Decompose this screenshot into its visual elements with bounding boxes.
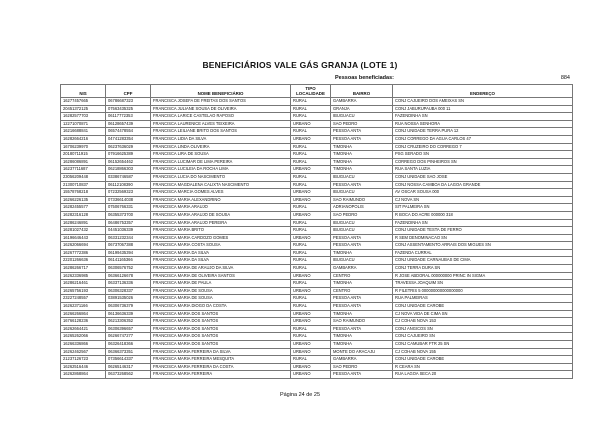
name-cell: FRANCISCA MARIA ARAUJO: [151, 204, 291, 212]
table-header-row: [61, 85, 573, 98]
neighborhood-cell: CENTRO: [331, 272, 393, 280]
neighborhood-cell: GAMBARRA: [331, 356, 393, 364]
address-cell: CONJ ASSENTAMENTO ARRAIS DOS MIGUES SN: [393, 242, 573, 250]
table-row: [61, 105, 573, 113]
cpf-cell: 06306576752: [106, 265, 151, 273]
address-cell: CONJ CAMUBAR FTR 25 SN: [393, 341, 573, 349]
locality-type-cell: URBANO: [291, 234, 331, 242]
address-cell: CJ NOVA SN: [393, 196, 573, 204]
cpf-cell: 06136636339: [106, 310, 151, 318]
name-cell: FRANCISCA LUCIA DO NASCIMENTO: [151, 173, 291, 181]
cpf-cell: 06366126678: [106, 272, 151, 280]
nis-cell: 15578768218: [61, 189, 106, 197]
neighborhood-cell: TIMONHA: [331, 166, 393, 174]
cpf-cell: 06306736379: [106, 303, 151, 311]
locality-type-cell: URBANO: [291, 211, 331, 219]
nis-cell: 23056209448: [61, 173, 106, 181]
name-cell: FRANCISCA MARIA CARDOZO GOMES: [151, 234, 291, 242]
address-cell: CJ NOVA VIDA DE CIMA SN: [393, 310, 573, 318]
locality-type-cell: RURAL: [291, 105, 331, 113]
table-row: [61, 173, 573, 181]
table-row: [61, 257, 573, 265]
cpf-cell: 07563435325: [106, 105, 151, 113]
name-cell: FRANCISCA MARIA DOS SANTOS: [151, 325, 291, 333]
nis-cell: 20180711915: [61, 151, 106, 159]
page-number: Página 24 de 25: [279, 392, 321, 398]
locality-type-cell: URBANO: [291, 272, 331, 280]
table-row: [61, 242, 573, 250]
locality-type-cell: URBANO: [291, 120, 331, 128]
neighborhood-cell: PESSOA ANTA: [331, 181, 393, 189]
nis-cell: 16282664216: [61, 135, 106, 143]
nis-cell: 16262868864: [61, 371, 106, 379]
table-row: [61, 272, 573, 280]
table-row: [61, 158, 573, 166]
column-header-tipo-localidade: TIPO LOCALIDADE: [291, 85, 331, 98]
name-cell: FRANCISCA LUCILEIA DA ROCHA LIMA: [151, 166, 291, 174]
cpf-cell: 06486753357: [106, 219, 151, 227]
locality-type-cell: URBANO: [291, 196, 331, 204]
name-cell: FRANCISCA MARIA FERREIRA DA SILVA: [151, 348, 291, 356]
neighborhood-cell: TIMONHA: [331, 310, 393, 318]
table-row: [61, 166, 573, 174]
address-cell: CONJ CAJUEIRO SN: [393, 333, 573, 341]
nis-cell: 16262462567: [61, 348, 106, 356]
nis-cell: 16286266717: [61, 265, 106, 273]
name-cell: FRANCISCA MARIA DE SOUSA: [151, 295, 291, 303]
neighborhood-cell: SAO PEDRO: [331, 363, 393, 371]
name-cell: FRANCISCA MARIA FERREIRA: [151, 371, 291, 379]
address-cell: CONJ UNIDADE CAROBE: [393, 356, 573, 364]
table-row: [61, 143, 573, 151]
address-cell: CONJ UNIDADE SAO JOSE: [393, 173, 573, 181]
neighborhood-cell: IBUGUACU: [331, 113, 393, 121]
table-row: [61, 120, 573, 128]
name-cell: FRANCISCA LIDIA DA SILVA: [151, 135, 291, 143]
name-cell: FRANCISCA MARIA DIOGO DA COSTA: [151, 303, 291, 311]
cpf-cell: 04741283354: [106, 135, 151, 143]
cpf-cell: 06117772353: [106, 113, 151, 121]
nis-cell: 16262516446: [61, 363, 106, 371]
locality-type-cell: RURAL: [291, 295, 331, 303]
neighborhood-cell: TIMONHA: [331, 151, 393, 159]
nis-cell: 16265262066: [61, 333, 106, 341]
name-cell: FRANCISCA MARIA DE SOUSA: [151, 287, 291, 295]
table-row: [61, 204, 573, 212]
name-cell: FRANCISCA LAURENICE ALVES TEIXEIRA: [151, 120, 291, 128]
name-cell: FRANCISCA MARIA DOS SANTOS: [151, 318, 291, 326]
cpf-cell: 06574478554: [106, 128, 151, 136]
locality-type-cell: RURAL: [291, 333, 331, 341]
nis-cell: 16262664421: [61, 325, 106, 333]
nis-cell: 16281027432: [61, 227, 106, 235]
neighborhood-cell: SAO RAIMUNDO: [331, 196, 393, 204]
address-cell: CONJ ANGICOS SN: [393, 325, 573, 333]
neighborhood-cell: IBUGUACU: [331, 189, 393, 197]
cpf-cell: 06306328337: [106, 287, 151, 295]
cpf-cell: 06266747277: [106, 333, 151, 341]
name-cell: FRANCISCA MARIA DA SILVA: [151, 257, 291, 265]
address-cell: CONJ CAJUEIRO DOS AMEIXAS SN: [393, 98, 573, 106]
table-row: [61, 363, 573, 371]
name-cell: FRANCISCA MARIA DOS SANTOS: [151, 310, 291, 318]
cpf-cell: 06737067388: [106, 242, 151, 250]
beneficiaries-table: [60, 84, 573, 379]
nis-cell: 16266336866: [61, 341, 106, 349]
cpf-cell: 06152654462: [106, 158, 151, 166]
locality-type-cell: RURAL: [291, 227, 331, 235]
locality-type-cell: URBANO: [291, 318, 331, 326]
address-cell: FAZENDA CURRAL: [393, 249, 573, 257]
nis-cell: 16282316128: [61, 211, 106, 219]
cpf-cell: 06265146317: [106, 363, 151, 371]
beneficiary-count-value: 884: [560, 75, 570, 81]
neighborhood-cell: IBUGUACU: [331, 257, 393, 265]
table-row: [61, 341, 573, 349]
nis-cell: 16286086891: [61, 158, 106, 166]
name-cell: FRANCISCA MARIA FERREIRA MESQUITA: [151, 356, 291, 364]
neighborhood-cell: GRANJA: [331, 105, 393, 113]
neighborhood-cell: PESSOA ANTA: [331, 128, 393, 136]
name-cell: FRANCISCA MARIA ARAUJO DE SOUSA: [151, 211, 291, 219]
address-cell: CONJ TERRA DURA SN: [393, 265, 573, 273]
locality-type-cell: RURAL: [291, 249, 331, 257]
table-row: [61, 113, 573, 121]
cpf-cell: 07506766331: [106, 204, 151, 212]
neighborhood-cell: MONTE DO ARACAJU: [331, 348, 393, 356]
neighborhood-cell: PESSOA ANTA: [331, 371, 393, 379]
cpf-cell: 06112108390: [106, 181, 151, 189]
column-header-nome: NOME BENEFICIÁRIO: [151, 85, 291, 98]
cpf-cell: 04451036339: [106, 227, 151, 235]
cpf-cell: 03891535026: [106, 295, 151, 303]
cpf-cell: 06373268562: [106, 371, 151, 379]
address-cell: RUA PALMEIRAS: [393, 295, 573, 303]
neighborhood-cell: PESSOA ANTA: [331, 295, 393, 303]
name-cell: FRANCISCA MARCIA GOMES ALVES: [151, 189, 291, 197]
neighborhood-cell: PESSOA ANTA: [331, 135, 393, 143]
table-row: [61, 135, 573, 143]
locality-type-cell: URBANO: [291, 363, 331, 371]
locality-type-cell: URBANO: [291, 341, 331, 349]
table-row: [61, 196, 573, 204]
neighborhood-cell: IBUGUACU: [331, 227, 393, 235]
locality-type-cell: RURAL: [291, 280, 331, 288]
address-cell: RUA SANTA LUZIA: [393, 166, 573, 174]
table-row: [61, 287, 573, 295]
nis-cell: 16267772386: [61, 249, 106, 257]
nis-cell: 16286246891: [61, 219, 106, 227]
neighborhood-cell: PESSOA ANTA: [331, 325, 393, 333]
neighborhood-cell: IBUGUACU: [331, 173, 393, 181]
name-cell: FRANCISCA LARICE CASTELAO RAPOSO: [151, 113, 291, 121]
locality-type-cell: RURAL: [291, 181, 331, 189]
locality-type-cell: RURAL: [291, 151, 331, 159]
address-cell: R BOCA DO ACRE 000000 318: [393, 211, 573, 219]
neighborhood-cell: CENTRO: [331, 287, 393, 295]
name-cell: FRANCISCA JULIANE SOUSA DE OLIVEIRA: [151, 105, 291, 113]
name-cell: FRANCISCA MARIA DA SILVA: [151, 249, 291, 257]
neighborhood-cell: TIMONHA: [331, 249, 393, 257]
locality-type-cell: URBANO: [291, 348, 331, 356]
address-cell: RUA LAGOA SECA 20: [393, 371, 573, 379]
name-cell: FRANCISCA MARIA DE OLIVEIRA SANTOS: [151, 272, 291, 280]
nis-cell: 16262336985: [61, 272, 106, 280]
nis-cell: 21300710837: [61, 181, 106, 189]
table-row: [61, 151, 573, 159]
neighborhood-cell: SAO RAIMUNDO: [331, 318, 393, 326]
nis-cell: 21237126723: [61, 356, 106, 364]
table-row: [61, 295, 573, 303]
name-cell: FRANCISCA MARIA ALEXANDRINO: [151, 196, 291, 204]
neighborhood-cell: TIMONHA: [331, 280, 393, 288]
nis-cell: 16265756193: [61, 287, 106, 295]
table-row: [61, 303, 573, 311]
nis-cell: 16286216461: [61, 280, 106, 288]
table-row: [61, 211, 573, 219]
name-cell: FRANCISCA MARIA BRITO: [151, 227, 291, 235]
cpf-cell: 06306396657: [106, 325, 151, 333]
locality-type-cell: URBANO: [291, 166, 331, 174]
table-row: [61, 265, 573, 273]
beneficiary-count-label: Pessoas beneficiadas:: [334, 75, 394, 81]
nis-cell: 16282455577: [61, 204, 106, 212]
name-cell: FRANCISCA LIRA DE SOUSA: [151, 151, 291, 159]
address-cell: FAZENDINHA SN: [393, 219, 573, 227]
table-row: [61, 356, 573, 364]
cpf-cell: 06141165366: [106, 257, 151, 265]
neighborhood-cell: PESSOA ANTA: [331, 234, 393, 242]
neighborhood-cell: GAMBARRA: [331, 98, 393, 106]
nis-cell: 12271070871: [61, 120, 106, 128]
nis-cell: 16216688841: [61, 128, 106, 136]
cpf-cell: 06326418366: [106, 341, 151, 349]
locality-type-cell: RURAL: [291, 113, 331, 121]
nis-cell: 16266226135: [61, 196, 106, 204]
table-body: [61, 98, 573, 379]
table-row: [61, 234, 573, 242]
locality-type-cell: RURAL: [291, 98, 331, 106]
address-cell: RUA NOSSA SENHORA: [393, 120, 573, 128]
address-cell: CONJ CRUZEIRO DO CORREGO 7: [393, 143, 573, 151]
column-header-endereco: ENDEREÇO: [393, 85, 573, 98]
neighborhood-cell: PESSOA ANTA: [331, 303, 393, 311]
name-cell: FRANCISCA MARIA DOS SANTOS: [151, 333, 291, 341]
neighborhood-cell: IBUGUACU: [331, 219, 393, 227]
document-title: BENEFICIÁRIOS VALE GÁS GRANJA (LOTE 1): [202, 60, 398, 70]
table-row: [61, 318, 573, 326]
locality-type-cell: RURAL: [291, 265, 331, 273]
address-cell: CONJ NOSSA CAMBOA DA LAGOA GRANDE: [393, 181, 573, 189]
table-row: [61, 310, 573, 318]
table-row: [61, 249, 573, 257]
nis-cell: 16282577703: [61, 113, 106, 121]
nis-cell: 16706239970: [61, 143, 106, 151]
column-header-cpf: CPF: [106, 85, 151, 98]
address-cell: CONJ UNIDADE TESTA DE FERRO: [393, 227, 573, 235]
address-cell: TRAVESSA JOAQUIM SN: [393, 280, 573, 288]
name-cell: FRANCISCA MARIA DE PAULA: [151, 280, 291, 288]
table-row: [61, 371, 573, 379]
locality-type-cell: RURAL: [291, 158, 331, 166]
address-cell: CJ COHAB NOVA 153: [393, 318, 573, 326]
locality-type-cell: RURAL: [291, 325, 331, 333]
locality-type-cell: RURAL: [291, 204, 331, 212]
cpf-cell: 06331232344: [106, 234, 151, 242]
table-row: [61, 325, 573, 333]
column-header-bairro: BAIRRO: [331, 85, 393, 98]
address-cell: PSG SERADO SN: [393, 151, 573, 159]
cpf-cell: 06366373351: [106, 348, 151, 356]
table-row: [61, 333, 573, 341]
neighborhood-cell: TIMONHA: [331, 143, 393, 151]
nis-cell: 16262066694: [61, 242, 106, 250]
cpf-cell: 06213306352: [106, 318, 151, 326]
address-cell: CONJ CORREGO DA AGUA CARLOS 47: [393, 135, 573, 143]
nis-cell: 16266266864: [61, 310, 106, 318]
name-cell: FRANCISCA JOSEFA DE FREITAS DOS SANTOS: [151, 98, 291, 106]
locality-type-cell: URBANO: [291, 371, 331, 379]
cpf-cell: 06199435394: [106, 249, 151, 257]
locality-type-cell: RURAL: [291, 219, 331, 227]
locality-type-cell: RURAL: [291, 173, 331, 181]
nis-cell: 20451372125: [61, 105, 106, 113]
neighborhood-cell: SAO PEDRO: [331, 120, 393, 128]
neighborhood-cell: TIMONHA: [331, 341, 393, 349]
neighborhood-cell: SAO PEDRO: [331, 211, 393, 219]
address-cell: R SEM DENOMINACAO SN: [393, 234, 573, 242]
neighborhood-cell: ADRIANOPOLIS: [331, 204, 393, 212]
locality-type-cell: RURAL: [291, 303, 331, 311]
address-cell: SIT PALMEIRA SN: [393, 204, 573, 212]
locality-type-cell: RURAL: [291, 143, 331, 151]
table-row: [61, 219, 573, 227]
nis-cell: 23227248557: [61, 295, 106, 303]
nis-cell: 16262371166: [61, 303, 106, 311]
cpf-cell: 07336614038: [106, 196, 151, 204]
nis-cell: 16237711687: [61, 166, 106, 174]
address-cell: CORREGO DOS PINHEIROS SN: [393, 158, 573, 166]
address-cell: R CEARA SN: [393, 363, 573, 371]
nis-cell: 16196646443: [61, 234, 106, 242]
name-cell: FRANCISCA MARIA ARAUJO PEREIRA: [151, 219, 291, 227]
name-cell: FRANCISCA LEILIANE BRITO DOS SANTOS: [151, 128, 291, 136]
cpf-cell: 06237636029: [106, 143, 151, 151]
locality-type-cell: URBANO: [291, 135, 331, 143]
address-cell: CONJ UNIDADE TERRA PURA 12: [393, 128, 573, 136]
address-cell: AV OSCAR SOUSA 000: [393, 189, 573, 197]
locality-type-cell: URBANO: [291, 189, 331, 197]
neighborhood-cell: TIMONHA: [331, 333, 393, 341]
table-row: [61, 128, 573, 136]
address-cell: CONJ UNIDADE CAROBE: [393, 303, 573, 311]
nis-cell: 22201266636: [61, 257, 106, 265]
table-header: [61, 85, 573, 98]
cpf-cell: 07916625389: [106, 151, 151, 159]
table-row: [61, 189, 573, 197]
table-row: [61, 227, 573, 235]
address-cell: CONJ UNIDADE CARNAUBAS DE CIMA: [393, 257, 573, 265]
name-cell: FRANCISCA MARIA FERREIRA DA COSTA: [151, 363, 291, 371]
cpf-cell: 03386746587: [106, 173, 151, 181]
locality-type-cell: URBANO: [291, 287, 331, 295]
locality-type-cell: URBANO: [291, 310, 331, 318]
cpf-cell: 07232569323: [106, 189, 151, 197]
nis-cell: 16277457665: [61, 98, 106, 106]
beneficiary-count-line: [60, 75, 572, 84]
locality-type-cell: RURAL: [291, 257, 331, 265]
address-cell: CONJ JABURUPAUBA 000 11: [393, 105, 573, 113]
locality-type-cell: RURAL: [291, 242, 331, 250]
neighborhood-cell: GAMBARRA: [331, 265, 393, 273]
address-cell: CJ COHAB NOVA 155: [393, 348, 573, 356]
locality-type-cell: RURAL: [291, 356, 331, 364]
neighborhood-cell: PESSOA ANTA: [331, 242, 393, 250]
name-cell: FRANCISCA MARIA DOS SANTOS: [151, 341, 291, 349]
table-row: [61, 348, 573, 356]
column-header-nis: NIS: [61, 85, 106, 98]
name-cell: FRANCISCA MAGDALENA CALIXTA NASCIMENTO: [151, 181, 291, 189]
cpf-cell: 06355373700: [106, 211, 151, 219]
cpf-cell: 06337136336: [106, 280, 151, 288]
name-cell: FRANCISCA MARIA DE ARAUJO DA SILVA: [151, 265, 291, 273]
address-cell: R JOSE ABDORAL 000000000 PRINC IN SIGMA: [393, 272, 573, 280]
address-cell: R FILETRIS 5 000000000000000000: [393, 287, 573, 295]
table-row: [61, 98, 573, 106]
address-cell: FAZENDINHA SN: [393, 113, 573, 121]
nis-cell: 16766128236: [61, 318, 106, 326]
cpf-cell: 07356614337: [106, 356, 151, 364]
name-cell: FRANCISCA LINDA OLIVEIRA: [151, 143, 291, 151]
cpf-cell: 06128657439: [106, 120, 151, 128]
locality-type-cell: RURAL: [291, 128, 331, 136]
name-cell: FRANCISCA LUCIMAR DE LIMA PEREIRA: [151, 158, 291, 166]
table-row: [61, 181, 573, 189]
name-cell: FRANCISCA MARIA COSTA SOUSA: [151, 242, 291, 250]
table-row: [61, 280, 573, 288]
cpf-cell: 06786687323: [106, 98, 151, 106]
neighborhood-cell: TIMONHA: [331, 158, 393, 166]
cpf-cell: 06218866303: [106, 166, 151, 174]
